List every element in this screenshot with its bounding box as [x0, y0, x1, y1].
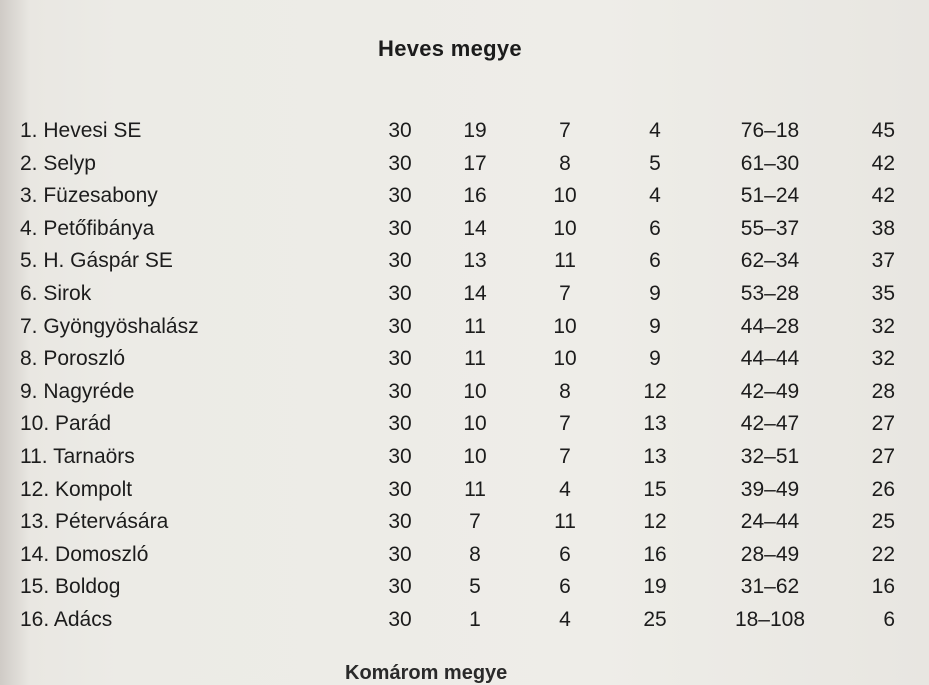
- drawn-cell: 8: [559, 151, 571, 175]
- table-row: [0, 607, 929, 633]
- table-row: [0, 477, 929, 503]
- drawn-cell: 8: [559, 379, 571, 403]
- goals-cell: 32–51: [740, 445, 800, 468]
- won-cell: 10: [463, 445, 487, 468]
- drawn-cell: 11: [554, 249, 576, 273]
- goals-cell: 39–49: [740, 477, 800, 501]
- won-cell: 10: [463, 379, 487, 403]
- goals-cell: 51–24: [740, 184, 800, 208]
- lost-cell: 6: [649, 216, 661, 240]
- played-cell: 30: [388, 119, 412, 142]
- team-name: 14. Domoszló: [20, 542, 149, 566]
- won-cell: 11: [464, 314, 486, 338]
- points-cell: 26: [871, 477, 895, 501]
- points-cell: 35: [871, 282, 895, 305]
- next-section-title-fragment: Komárom megye: [345, 662, 508, 684]
- goals-cell: 44–44: [740, 347, 800, 371]
- lost-cell: 9: [649, 314, 661, 338]
- won-cell: 19: [463, 119, 487, 142]
- lost-cell: 12: [643, 379, 667, 403]
- drawn-cell: 4: [559, 608, 571, 631]
- won-cell: 7: [469, 510, 481, 534]
- won-cell: 10: [463, 412, 487, 436]
- points-cell: 27: [871, 412, 895, 436]
- team-name: 11. Tarnaörs: [20, 445, 135, 468]
- lost-cell: 15: [643, 477, 667, 501]
- team-name: 7. Gyöngyöshalász: [20, 314, 199, 338]
- table-row: [0, 281, 929, 307]
- table-row: [0, 314, 929, 340]
- lost-cell: 9: [649, 282, 661, 305]
- lost-cell: 25: [643, 608, 667, 631]
- goals-cell: 53–28: [740, 282, 800, 305]
- played-cell: 30: [388, 575, 412, 599]
- played-cell: 30: [388, 347, 412, 371]
- played-cell: 30: [388, 608, 412, 631]
- points-cell: 6: [883, 608, 895, 631]
- table-row: [0, 509, 929, 535]
- drawn-cell: 10: [553, 184, 577, 208]
- lost-cell: 4: [649, 184, 661, 208]
- points-cell: 32: [871, 347, 895, 371]
- played-cell: 30: [388, 379, 412, 403]
- points-cell: 27: [871, 445, 895, 468]
- team-name: 10. Parád: [20, 412, 112, 436]
- lost-cell: 13: [643, 445, 667, 468]
- lost-cell: 4: [649, 119, 661, 142]
- goals-cell: 76–18: [740, 119, 800, 142]
- lost-cell: 19: [643, 575, 667, 599]
- won-cell: 14: [463, 216, 487, 240]
- goals-cell: 42–47: [740, 412, 800, 436]
- points-cell: 32: [871, 314, 895, 338]
- team-name: 9. Nagyréde: [20, 379, 135, 403]
- points-cell: 22: [871, 542, 895, 566]
- lost-cell: 13: [643, 412, 667, 436]
- goals-cell: 42–49: [740, 379, 800, 403]
- played-cell: 30: [388, 249, 412, 273]
- won-cell: 11: [464, 477, 486, 501]
- played-cell: 30: [388, 314, 412, 338]
- drawn-cell: 10: [553, 314, 577, 338]
- team-name: 8. Poroszló: [20, 347, 126, 371]
- played-cell: 30: [388, 184, 412, 208]
- points-cell: 42: [871, 151, 895, 175]
- points-cell: 42: [871, 184, 895, 208]
- points-cell: 28: [871, 379, 895, 403]
- table-row: [0, 411, 929, 437]
- won-cell: 13: [463, 249, 487, 273]
- table-row: [0, 542, 929, 568]
- drawn-cell: 7: [559, 282, 571, 305]
- won-cell: 14: [463, 282, 487, 305]
- lost-cell: 9: [649, 347, 661, 371]
- points-cell: 38: [871, 216, 895, 240]
- drawn-cell: 7: [559, 412, 571, 436]
- drawn-cell: 6: [559, 542, 571, 566]
- goals-cell: 44–28: [740, 314, 800, 338]
- points-cell: 25: [871, 510, 895, 534]
- drawn-cell: 6: [559, 575, 571, 599]
- lost-cell: 5: [649, 151, 661, 175]
- table-row: [0, 444, 929, 470]
- goals-cell: 18–108: [734, 608, 806, 631]
- played-cell: 30: [388, 510, 412, 534]
- goals-cell: 28–49: [740, 542, 800, 566]
- goals-cell: 62–34: [740, 249, 800, 273]
- team-name: 16. Adács: [20, 608, 113, 631]
- won-cell: 5: [469, 575, 481, 599]
- goals-cell: 24–44: [740, 510, 800, 534]
- drawn-cell: 11: [554, 510, 576, 534]
- points-cell: 37: [871, 249, 895, 273]
- table-row: [0, 183, 929, 209]
- table-row: [0, 379, 929, 405]
- points-cell: 45: [871, 119, 895, 142]
- played-cell: 30: [388, 542, 412, 566]
- page-title: Heves megye: [378, 36, 522, 61]
- table-row: [0, 118, 929, 144]
- table-row: [0, 346, 929, 372]
- team-name: 5. H. Gáspár SE: [20, 249, 173, 273]
- table-row: [0, 151, 929, 177]
- won-cell: 16: [463, 184, 487, 208]
- table-row: [0, 216, 929, 242]
- team-name: 4. Petőfibánya: [20, 216, 155, 240]
- drawn-cell: 7: [559, 445, 571, 468]
- played-cell: 30: [388, 445, 412, 468]
- played-cell: 30: [388, 282, 412, 305]
- goals-cell: 55–37: [740, 216, 800, 240]
- played-cell: 30: [388, 151, 412, 175]
- team-name: 13. Pétervására: [20, 510, 169, 534]
- won-cell: 11: [464, 347, 486, 371]
- won-cell: 1: [469, 608, 481, 631]
- won-cell: 17: [463, 151, 487, 175]
- lost-cell: 16: [643, 542, 667, 566]
- team-name: 3. Füzesabony: [20, 184, 158, 208]
- team-name: 1. Hevesi SE: [20, 119, 142, 142]
- points-cell: 16: [871, 575, 895, 599]
- lost-cell: 12: [643, 510, 667, 534]
- played-cell: 30: [388, 412, 412, 436]
- drawn-cell: 7: [559, 119, 571, 142]
- team-name: 15. Boldog: [20, 575, 121, 599]
- team-name: 2. Selyp: [20, 151, 96, 175]
- team-name: 12. Kompolt: [20, 477, 133, 501]
- drawn-cell: 10: [553, 347, 577, 371]
- goals-cell: 61–30: [740, 151, 800, 175]
- drawn-cell: 10: [553, 216, 577, 240]
- team-name: 6. Sirok: [20, 282, 92, 305]
- won-cell: 8: [469, 542, 481, 566]
- goals-cell: 31–62: [740, 575, 800, 599]
- table-row: [0, 248, 929, 274]
- lost-cell: 6: [649, 249, 661, 273]
- table-row: [0, 574, 929, 600]
- drawn-cell: 4: [559, 477, 571, 501]
- played-cell: 30: [388, 477, 412, 501]
- played-cell: 30: [388, 216, 412, 240]
